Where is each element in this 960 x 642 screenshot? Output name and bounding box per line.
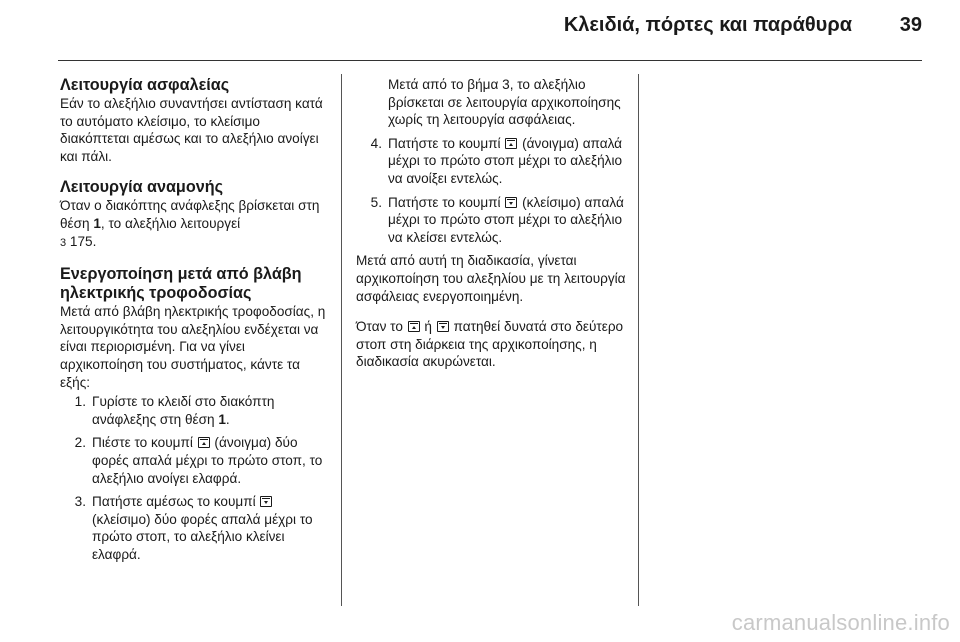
page-number: 39 <box>899 14 922 36</box>
sunroof-close-button-icon <box>260 496 272 507</box>
page-header <box>0 0 960 62</box>
step-number: 4. <box>370 135 382 151</box>
continued-text-block <box>356 76 632 129</box>
step-number: 1. <box>74 394 86 410</box>
list-item <box>60 434 330 487</box>
step-text: Πατήστε το κουμπί (κλείσιμο) απαλά μέχρι το πρώτο στοπ μέχρι το αλεξήλιο να κλείσει εντελώς. <box>388 194 624 245</box>
activation-heading: Ενεργοποίηση μετά από βλάβη ηλεκτρικής τροφοδοσίας <box>60 265 302 303</box>
safety-section <box>60 76 330 165</box>
standby-body: Όταν ο διακόπτης ανάφλεξης βρίσκεται στη θέση 1, το αλεξήλιο λειτουργεί 3 175. <box>60 198 320 249</box>
safety-body: Εάν το αλεξήλιο συναντήσει αντίσταση κατά το αυτόματο κλείσιμο, το κλείσιμο διακόπτεται αμέσως και το αλεξήλιο ανοίγει και πάλι. <box>60 96 323 164</box>
step-text: Πατήστε το κουμπί (άνοιγμα) απαλά μέχρι το πρώτο στοπ μέχρι το αλεξήλιο να ανοίξει εντελώς. <box>388 135 623 186</box>
watermark: carmanualsonline.info <box>731 610 950 635</box>
page-reference[interactable]: 175. <box>66 233 97 249</box>
sunroof-open-button-icon <box>198 437 210 448</box>
list-item <box>60 493 330 563</box>
activation-intro: Μετά από βλάβη ηλεκτρικής τροφοδοσίας, η λειτουργικότητα του αλεξηλίου ενδέχεται να είναι περιορισμένη. Για να γίνει αρχικοποίηση του συστήματος, κάντε τα εξής: <box>60 304 326 390</box>
list-item <box>60 393 330 428</box>
header-rule <box>58 60 922 61</box>
standby-section <box>60 178 330 252</box>
list-item <box>356 194 632 247</box>
standby-heading: Λειτουργία αναμονής <box>60 178 224 197</box>
step-number: 2. <box>74 435 86 451</box>
step-text: Πατήστε αμέσως το κουμπί (κλείσιμο) δύο φορές απαλά μέχρι το πρώτο στοπ, το αλεξήλιο κλείνει ελαφρά. <box>92 494 313 562</box>
cancel-procedure-text: Όταν το ή πατηθεί δυνατά στο δεύτερο στοπ στη διάρκεια της αρχικοποίησης, η διαδικασία ακυρώνεται. <box>356 319 624 370</box>
column-divider-left <box>341 74 342 606</box>
continued-text: Μετά από το βήμα 3, το αλεξήλιο βρίσκεται σε λειτουργία αρχικοποίησης χωρίς τη λειτουργία ασφάλειας. <box>388 77 621 128</box>
page-reference-icon: 3 <box>60 236 67 249</box>
page-title: Κλειδιά, πόρτες και παράθυρα <box>563 14 852 36</box>
activation-section <box>60 265 330 563</box>
sunroof-open-button-icon <box>505 138 517 149</box>
sunroof-close-button-icon <box>437 321 449 332</box>
steps-list <box>60 393 330 563</box>
list-item <box>356 135 632 188</box>
step-number: 3. <box>74 494 86 510</box>
step-text: Γυρίστε το κλειδί στο διακόπτη ανάφλεξης στη θέση 1. <box>92 394 275 427</box>
right-column <box>356 76 632 384</box>
step-number: 5. <box>370 194 382 210</box>
column-divider-right <box>638 74 639 606</box>
safety-heading: Λειτουργία ασφαλείας <box>60 76 230 94</box>
after-procedure-text: Μετά από αυτή τη διαδικασία, γίνεται αρχικοποίηση του αλεξηλίου με τη λειτουργία ασφάλειας ενεργοποιημένη. <box>356 253 626 304</box>
step-text: Πιέστε το κουμπί (άνοιγμα) δύο φορές απαλά μέχρι το πρώτο στοπ, το αλεξήλιο ανοίγει ελαφρά. <box>92 435 323 486</box>
sunroof-close-button-icon <box>505 197 517 208</box>
sunroof-open-button-icon <box>408 321 420 332</box>
left-column <box>60 76 330 576</box>
ignition-position: 1 <box>93 215 101 231</box>
